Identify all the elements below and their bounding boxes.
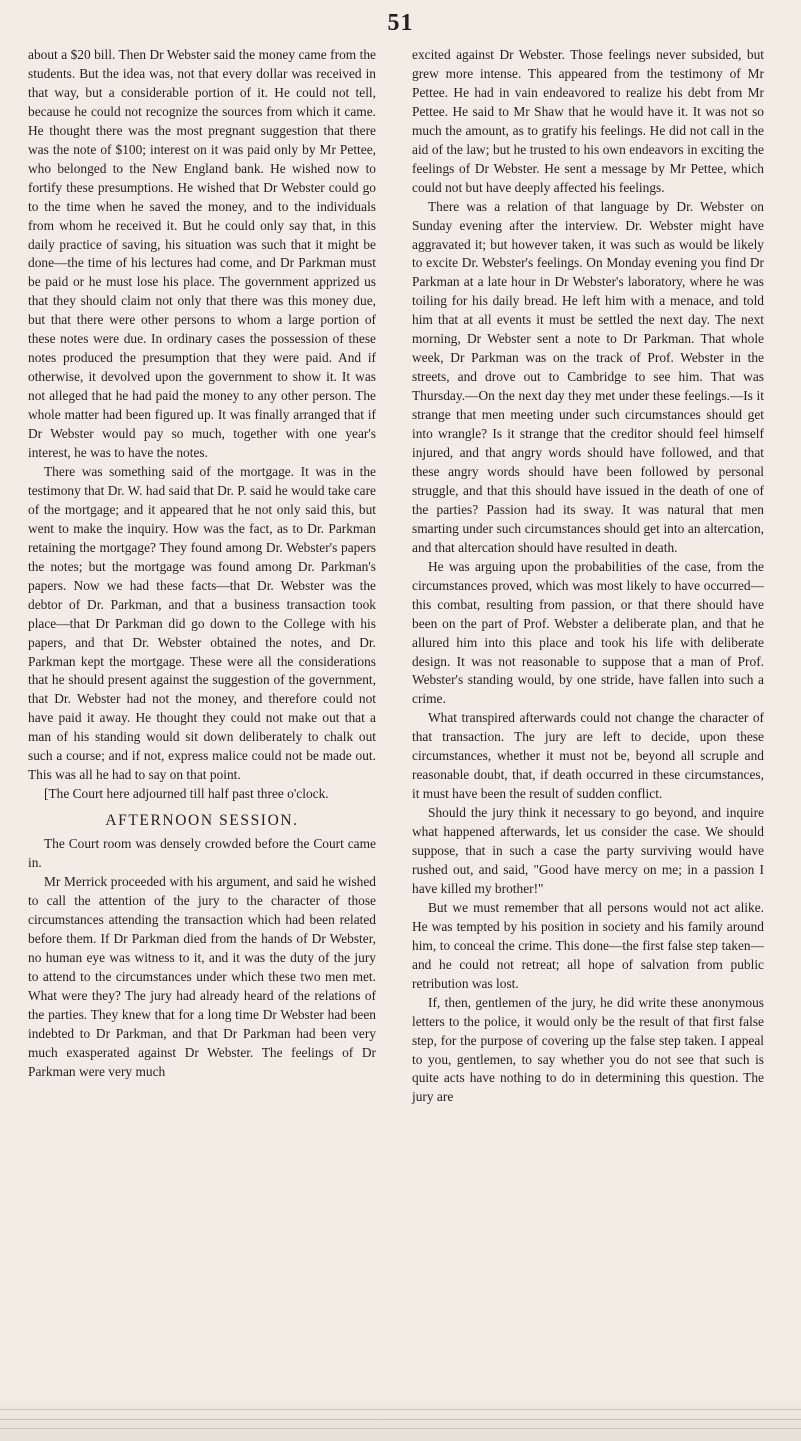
left-column [28,46,376,1081]
page-number: 51 [387,10,414,36]
right-paragraph-1: excited against Dr Webster. Those feelings never subsided, but grew more intense. This appeared from the testimony of Mr Pettee. He had in vain endeavored to realize his debt from Mr Pettee. He said to Mr Shaw that he would have it. It was not so much the amount, as to gratify his feelings. He did not call in the aid of the law; but he trusted to his own endeavors in exciting the feelings of Dr Webster. He sent a message by Mr Pettee, which could not but have deeply affected his feelings. [412,47,764,195]
section-heading: AFTERNOON SESSION. [105,812,299,830]
right-paragraph-6: But we must remember that all persons would not act alike. He was tempted by his position in society and his family around him, to conceal the crime. This done—the first false step taken—and he could not retreat; all hope of salvation from public retribution was lost. [412,899,764,991]
right-paragraph-4: What transpired afterwards could not change the character of that transaction. The jury are left to decide, upon these circumstances, whether it must not be, beyond all scruple and reasonable doubt, that, if death occurred in these circumstances, it must have been the result of sudden conflict. [412,710,764,802]
left-paragraph-5: Mr Merrick proceeded with his argument, and said he wished to call the attention of the jury to the character of those circumstances attending the transaction which had been related before them. If Dr Parkman died from the hands of Dr Webster, no human eye was witness to it, and it was the duty of the jury to attend to the circumstances under which these two men met. What were they? The jury had already heard of the relations of the parties. They knew that for a long time Dr Webster had been indebted to Dr Parkman, and that Dr Parkman had been very much exasperated against Dr Webster. The feelings of Dr Parkman were very much [28,873,376,1079]
right-paragraph-5: Should the jury think it necessary to go beyond, and inquire what happened afterwards, let us consider the case. We should suppose, that in such a case the party surviving would have rushed out, and said, "Good have mercy on me; in a passion I have killed my brother!" [412,805,764,896]
page-bottom-edge [0,1395,801,1441]
edge-rule [0,1409,801,1410]
left-paragraph-4: The Court room was densely crowded before the Court came in. [28,836,376,871]
right-paragraph-7: If, then, gentlemen of the jury, he did write these anonymous letters to the police, it would only be the result of that first false step, for the purpose of covering up the false step taken. I appeal to you, gentlemen, to say whether you do not see that such is quite acts have nothing to do in determining this question. The jury are [412,994,764,1105]
edge-rule [0,1419,801,1420]
left-paragraph-3: [The Court here adjourned till half past three o'clock. [44,786,329,802]
right-paragraph-2: There was a relation of that language by Dr. Webster on Sunday evening after the interview. Dr. Webster might have aggravated it; but however taken, it was such as would be likely to excite Dr. Webster's feelings. On Monday evening you find Dr Parkman at a late hour in Dr Webster's laboratory, where he was toiling for his daily bread. He left him with a menace, and told him that at all events it must be settled the next day. The next morning, Dr Webster sent a note to Dr Parkman. That whole week, Dr Parkman was on the track of Prof. Webster in the streets, and drove out to Cambridge to see him. That was Thursday.—On the next day they met under these feelings.—Is it strange that men meeting under such circumstances should get into wrangle? Is it strange that the creditor should feel himself injured, and that angry words should have followed, and that these angry words should have been followed by personal struggle, and that this should have issued in the death of one of the parties? Passion had its sway. It was natural that men smarting under such circumstances should get into an altercation, and that altercation should have resulted in death. [412,198,764,555]
left-paragraph-2: There was something said of the mortgage. It was in the testimony that Dr. W. had said that Dr. P. said he would take care of the mortgage; and it appeared that he not only said this, but went to make the inquiry. How was the fact, as to Dr. Parkman retaining the mortgage? They found among Dr. Webster's papers the notes; but the mortgage was found among Dr. Parkman's papers. Now we had these facts—that Dr. Webster was the debtor of Dr. Parkman, and that a business transaction took place—that Dr Parkman did go down to the College with his papers, and that Dr. Webster obtained the notes, and Dr. Parkman kept the mortgage. These were all the considerations that he should present against the suggestion of the government, that Dr. Webster had not the money, and therefore could not have paid it away. He thought they could not make out that a man of his standing would sit down deliberately to chalk out such a course; and if not, express malice could not be made out. This was all he had to say on that point. [28,463,376,783]
right-column [412,46,764,1107]
right-paragraph-3: He was arguing upon the probabilities of the case, from the circumstances proved, which was most likely to have occurred—this combat, resulting from passion, or that there should have been on the part of Prof. Webster a deliberate plan, and that he allured him into this place and took his life with deliberate design. It was not reasonable to suppose that a man of Prof. Webster's standing would, by one stride, have fallen into such a crime. [412,558,764,707]
left-paragraph-1: about a $20 bill. Then Dr Webster said the money came from the students. But the idea was, not that every dollar was received in that way, but a considerable portion of it. He could not tell, because he could not recognize the sources from which it came. He thought there was the most pregnant suggestion that there was the note of $100; interest on it was paid only by Mr Pettee, who belonged to the New England bank. He wished now to fortify these presumptions. He wished that Dr Webster could go to the time when he saved the money, and to the individuals from whom he received it. But he could only say that, in this daily practice of saving, his situation was such that it might be done—the time of his lectures had come, and Dr Parkman must be paid or he must lose his place. The government apprized us that they should claim not only that there was this money due, but that there were other persons to whom a large portion of these notes were due. In ordinary cases the possession of these notes produced the presumption that they were paid. And if otherwise, it devolved upon the government to show it. It was not alleged that he had paid the money to any other person. The whole matter had been figured up. It was finally arranged that if Dr Webster would pay so much, together with one year's interest, he was to have the notes. [28,47,376,461]
edge-rule [0,1428,801,1429]
